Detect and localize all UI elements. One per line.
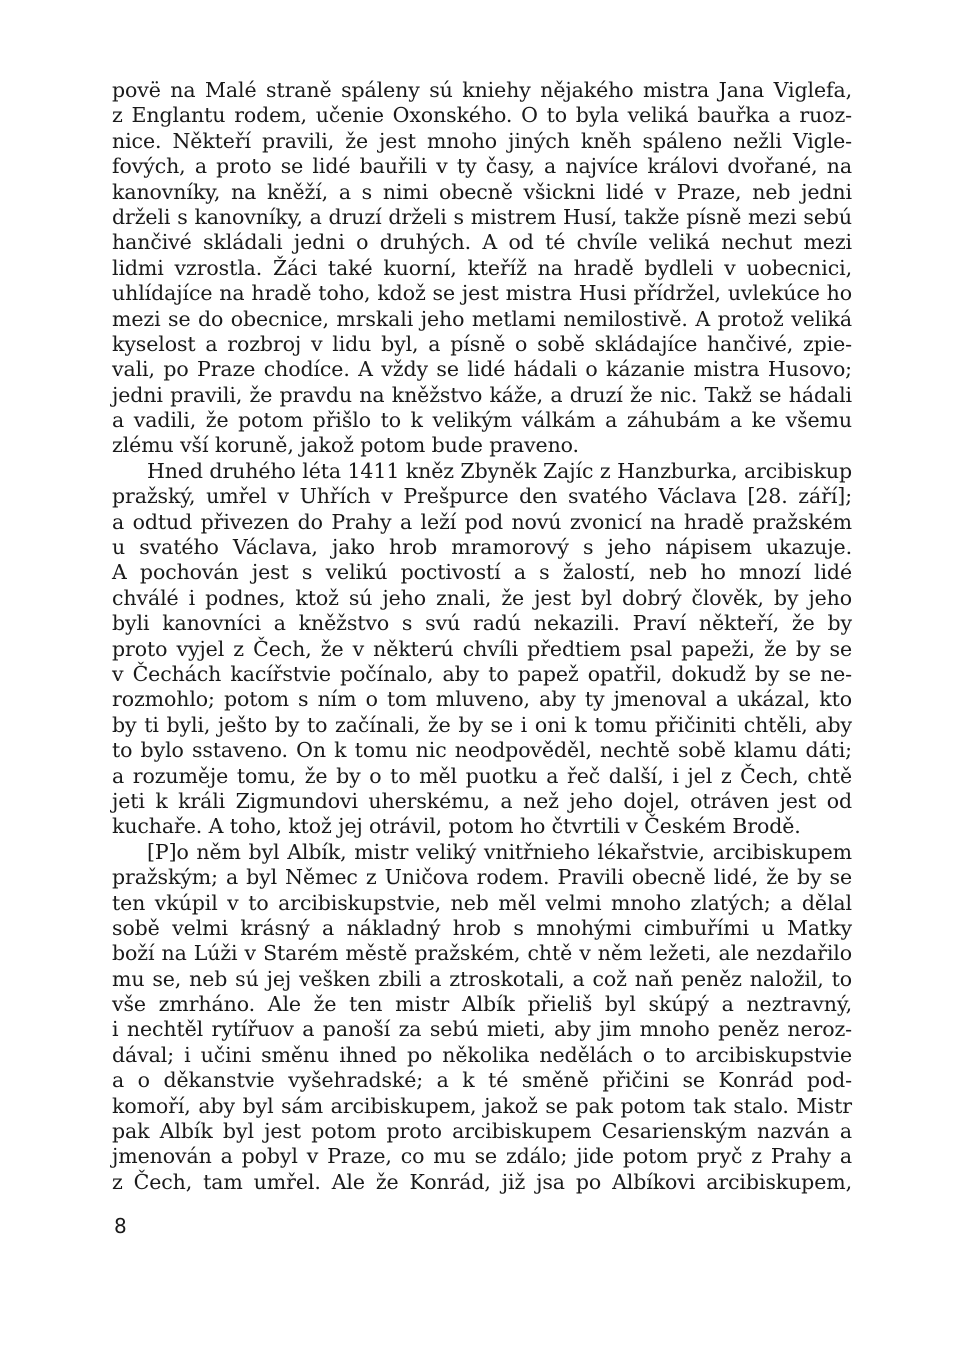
text-line: by ti byli, ješto by to začínali, že by se i oni k tomu přičiniti chtěli, aby — [112, 712, 852, 737]
text-line: ten vkúpil v to arcibiskupstvie, neb měl velmi mnoho zlatých; a dělal — [112, 890, 852, 915]
text-line: povë na Malé straně spáleny sú kniehy nějakého mistra Jana Viglefa, — [112, 78, 852, 102]
text-line: pak Albík byl jest potom proto arcibiskupem Cesarienským nazván a — [112, 1119, 852, 1144]
text-line: kuchaře. A toho, ktož jej otrávil, potom ho čtvrtili v Českém Brodě. — [112, 814, 801, 839]
text-line: zlému vší koruně, jakož potom bude praveno. — [112, 433, 579, 458]
text-line: komoří, aby byl sám arcibiskupem, jakož se pak potom tak stalo. Mistr — [112, 1093, 852, 1118]
page-number: 8 — [114, 1214, 127, 1238]
text-line: mezi se do obecnice, mrskali jeho metlami nemilostivě. A protož veliká — [112, 306, 852, 331]
text-line: Hned druhého léta 1411 kněz Zbyněk Zajíc z Hanzburka, arcibiskup — [147, 458, 852, 483]
text-line: pražský, umřel v Uhřích v Prešpurce den svatého Václava [28. září]; — [112, 484, 852, 509]
text-line: uhlídajíce na hradě toho, kdož se jest mistra Husi přídržel, uvlekúce ho — [112, 281, 852, 306]
text-line: u svatého Václava, jako hrob mramorový s jeho nápisem ukazuje. — [112, 535, 852, 560]
text-line: v Čechách kacířstvie počínalo, aby to papež opatřil, dokudž by se ne- — [112, 661, 852, 686]
text-line: a o děkanstvie vyšehradské; a k té směně přičini se Konrád pod- — [112, 1068, 852, 1093]
text-line: jmenován a pobyl v Praze, co mu se zdálo; jide potom pryč z Prahy a — [112, 1144, 852, 1169]
text-line: vše zmrháno. Ale že ten mistr Albík přieliš byl skúpý a neztravný, — [112, 992, 852, 1017]
text-line: lidmi vzrostla. Žáci také kuorní, kteříž na hradě bydleli v uobecnici, — [112, 255, 852, 280]
text-line: nice. Někteří pravili, že jest mnoho jiných kněh spáleno nežli Vigle- — [112, 128, 852, 153]
text-line: z Englantu rodem, učenie Oxonského. O to byla veliká bauřka a ruoz- — [112, 103, 852, 128]
text-line: A pochován jest s velikú poctivostí a s žalostí, neb ho mnozí lidé — [112, 560, 852, 585]
text-line: jeti k králi Zigmundovi uherskému, a než jeho dojel, otráven jest od — [112, 788, 852, 813]
text-line: boží na Lúži v Starém městě pražském, chtě v něm ležeti, ale nezdařilo — [112, 941, 852, 966]
page-body — [112, 78, 852, 1195]
text-line: proto vyjel z Čech, že v některú chvíli předtiem psal papeži, že by se — [112, 636, 852, 661]
text-line: hančivé skládali jedni o druhých. A od té chvíle veliká nechut mezi — [112, 230, 852, 255]
text-line: i nechtěl rytířuov a panoší za sebú mieti, aby jim mnoho peněz neroz- — [112, 1017, 852, 1042]
text-line: kanovníky, na kněží, a s nimi obecně všickni lidé v Praze, neb jedni — [112, 179, 852, 204]
text-line: dával; i učini směnu ihned po několika nedělách o to arcibiskupstvie — [112, 1042, 852, 1067]
text-line: a rozuměje tomu, že by o to měl puotku a řeč další, i jel z Čech, chtě — [112, 763, 852, 788]
text-line: to bylo sstaveno. On k tomu nic neodpověděl, nechtě sobě klamu dáti; — [112, 738, 852, 763]
text-line: a vadili, že potom přišlo to k velikým válkám a záhubám a ke všemu — [112, 408, 852, 433]
text-line: kyselost a rozbroj v lidu byl, a písně o sobě skládajíce hančivé, zpie- — [112, 331, 852, 356]
text-line: a odtud přivezen do Prahy a leží pod novú zvonicí na hradě pražském — [112, 509, 852, 534]
text-line: z Čech, tam umřel. Ale že Konrád, již jsa po Albíkovi arcibiskupem, — [112, 1169, 852, 1194]
text-line: [P]o něm byl Albík, mistr veliký vnitřnieho lékařstvie, arcibiskupem — [147, 839, 852, 864]
text-line: pražským; a byl Němec z Uničova rodem. Pravili obecně lidé, že by se — [112, 865, 852, 890]
text-line: byli kanovníci a kněžstvo s svú radú nekazili. Praví někteří, že by — [112, 611, 852, 636]
text-line: jedni pravili, že pravdu na kněžstvo káže, a druzí že nic. Takž se hádali — [112, 382, 852, 407]
text-line: drželi s kanovníky, a druzí drželi s mistrem Husí, takže písně mezi sebú — [112, 204, 852, 229]
text-line: fových, a proto se lidé bauřili v ty časy, a najvíce královi dvořané, na — [112, 154, 852, 179]
text-line: mu se, neb sú jej vešken zbili a ztroskotali, a což naň peněz naložil, to — [112, 966, 852, 991]
text-line: chválé i podnes, ktož sú jeho znali, že jest byl dobrý člověk, by jeho — [112, 585, 852, 610]
text-line: rozmohlo; potom s ním o tom mluveno, aby ty jmenoval a ukázal, kto — [112, 687, 852, 712]
text-line: vali, po Praze chodíce. A vždy se lidé hádali o kázanie mistra Husovo; — [112, 357, 852, 382]
text-line: sobě velmi krásný a nákladný hrob s mnohými cimbuřími u Matky — [112, 915, 852, 940]
